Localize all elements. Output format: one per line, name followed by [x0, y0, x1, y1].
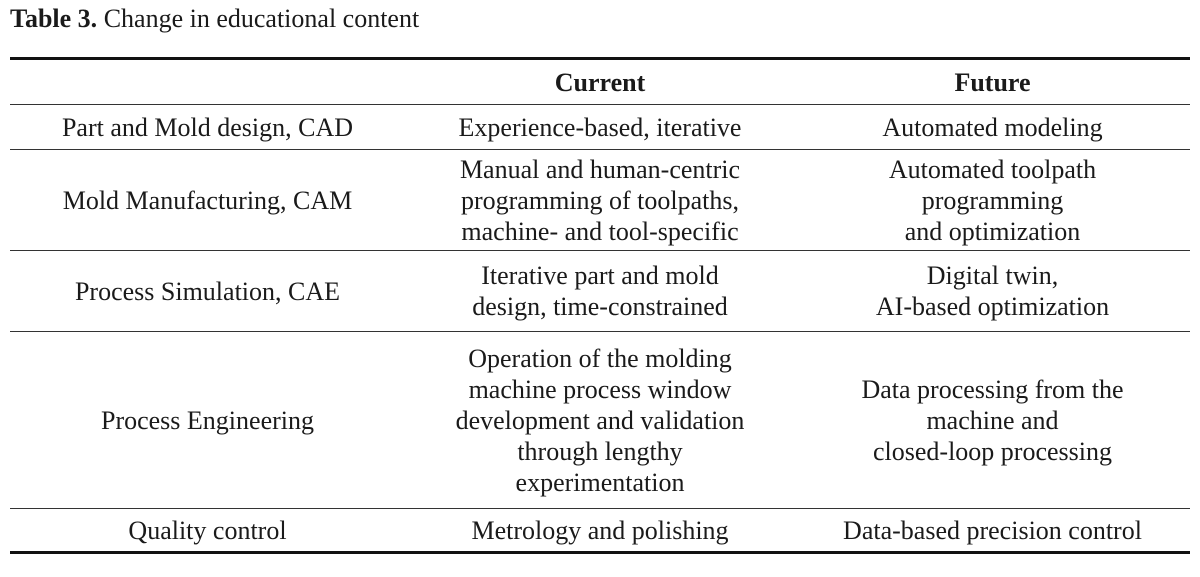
educational-content-table — [10, 57, 1190, 554]
cell-future: Data-based precision control — [795, 509, 1190, 553]
cell-topic: Mold Manufacturing, CAM — [10, 150, 405, 251]
header-cell-future: Future — [795, 59, 1190, 105]
cell-current: Iterative part and mold design, time-constrained — [405, 251, 795, 332]
header-row — [10, 59, 1190, 105]
table-row — [10, 150, 1190, 251]
table-row — [10, 105, 1190, 150]
cell-current: Experience-based, iterative — [405, 105, 795, 150]
table-caption — [10, 4, 419, 34]
table-caption-label: Table 3. — [10, 4, 98, 33]
cell-current: Operation of the molding machine process window development and validation through lengthy experimentation — [405, 332, 795, 509]
header-cell-topic — [10, 59, 405, 105]
cell-current: Manual and human-centric programming of toolpaths, machine- and tool-specific — [405, 150, 795, 251]
cell-current: Metrology and polishing — [405, 509, 795, 553]
header-cell-current: Current — [405, 59, 795, 105]
table-row — [10, 332, 1190, 509]
cell-topic: Process Engineering — [10, 332, 405, 509]
cell-topic: Process Simulation, CAE — [10, 251, 405, 332]
table-row — [10, 251, 1190, 332]
table-caption-text: Change in educational content — [103, 4, 420, 33]
table-row — [10, 509, 1190, 553]
cell-topic: Quality control — [10, 509, 405, 553]
cell-topic: Part and Mold design, CAD — [10, 105, 405, 150]
cell-future: Data processing from the machine and closed-loop processing — [795, 332, 1190, 509]
cell-future: Automated toolpath programming and optimization — [795, 150, 1190, 251]
cell-future: Digital twin, AI-based optimization — [795, 251, 1190, 332]
cell-future: Automated modeling — [795, 105, 1190, 150]
